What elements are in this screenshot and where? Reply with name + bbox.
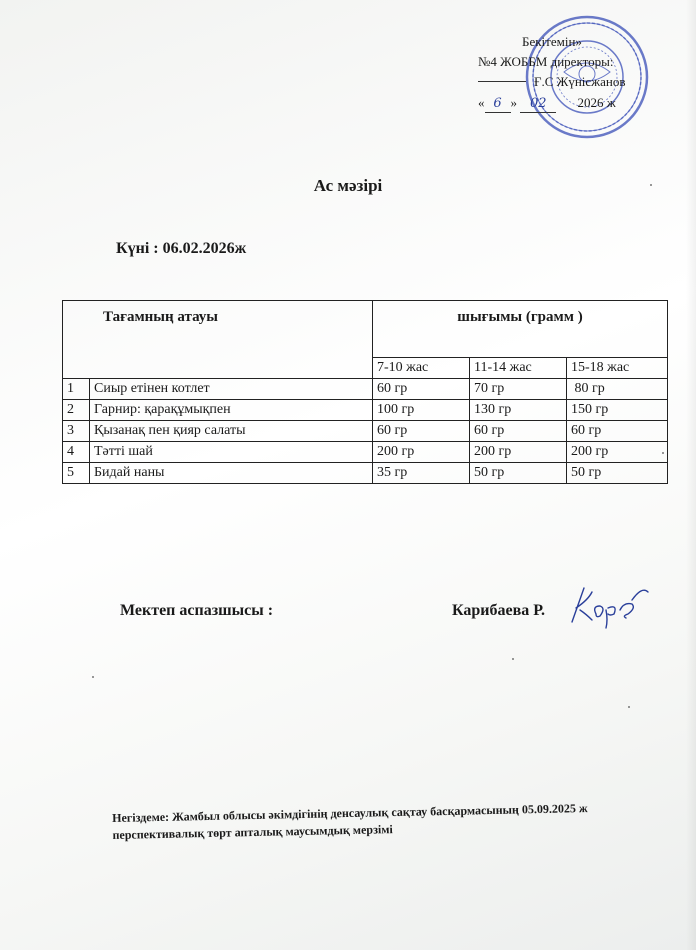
date-month: 02	[520, 96, 556, 113]
date-year: 2026 ж	[577, 95, 616, 110]
dish-name: Бидай наны	[90, 463, 373, 484]
age-group-header: 11-14 жас	[470, 358, 567, 379]
table-row	[63, 463, 668, 484]
portion-7-10: 60 гр	[373, 379, 470, 400]
page-edge-shadow	[686, 0, 696, 950]
table-row	[63, 421, 668, 442]
portion-15-18: 60 гр	[567, 421, 668, 442]
approval-line-2: №4 ЖОББМ директоры:	[478, 54, 614, 69]
portion-15-18: 200 гр	[567, 442, 668, 463]
paper-speck	[512, 658, 514, 660]
table-row	[63, 442, 668, 463]
basis-line-1: Негіздеме: Жамбыл облысы әкімдігінің денсаулық сақтау басқармасының 05.09.2025 ж	[112, 801, 588, 825]
portion-15-18: 80 гр	[567, 379, 668, 400]
yield-header: шығымы (грамм )	[373, 301, 668, 358]
row-number: 3	[63, 421, 90, 442]
dish-name-header: Тағамның атауы	[63, 301, 373, 379]
row-number: 2	[63, 400, 90, 421]
row-number: 4	[63, 442, 90, 463]
cook-role: Мектеп аспазшысы :	[120, 602, 274, 619]
paper-speck	[662, 452, 664, 454]
portion-11-14: 130 гр	[470, 400, 567, 421]
handwritten-signature	[562, 580, 652, 630]
paper-speck	[650, 184, 652, 186]
row-number: 1	[63, 379, 90, 400]
page-title: Ас мәзірі	[313, 176, 383, 195]
portion-7-10: 60 гр	[373, 421, 470, 442]
dish-name: Гарнир: қарақұмықпен	[90, 400, 373, 421]
basis-line-2: перспективалық төрт апталық маусымдық мерзімі	[112, 822, 393, 842]
director-name: Ғ.С Жүнісжанов	[534, 74, 626, 89]
paper-speck	[92, 676, 94, 678]
portion-11-14: 200 гр	[470, 442, 567, 463]
portion-11-14: 50 гр	[470, 463, 567, 484]
approval-line-1: Бекітемін»	[522, 34, 582, 49]
signature-blank	[478, 81, 526, 82]
date-quote-close: »	[510, 95, 517, 110]
portion-7-10: 35 гр	[373, 463, 470, 484]
dish-name: Тәтті шай	[90, 442, 373, 463]
portion-7-10: 100 гр	[373, 400, 470, 421]
paper-speck	[628, 706, 630, 708]
menu-date: Күні : 06.02.2026ж	[116, 240, 247, 257]
age-group-header: 15-18 жас	[567, 358, 668, 379]
dish-name: Сиыр етінен котлет	[90, 379, 373, 400]
age-group-header: 7-10 жас	[373, 358, 470, 379]
portion-7-10: 200 гр	[373, 442, 470, 463]
cook-name: Карибаева Р.	[452, 602, 546, 619]
date-day: 6	[485, 96, 511, 113]
table-row	[63, 400, 668, 421]
portion-15-18: 50 гр	[567, 463, 668, 484]
approval-date	[478, 95, 616, 113]
approval-line-3	[478, 74, 626, 90]
portion-11-14: 70 гр	[470, 379, 567, 400]
row-number: 5	[63, 463, 90, 484]
menu-table	[62, 300, 668, 484]
dish-name: Қызанақ пен қияр салаты	[90, 421, 373, 442]
table-row	[63, 379, 668, 400]
portion-11-14: 60 гр	[470, 421, 567, 442]
portion-15-18: 150 гр	[567, 400, 668, 421]
date-quote-open: «	[478, 95, 485, 110]
